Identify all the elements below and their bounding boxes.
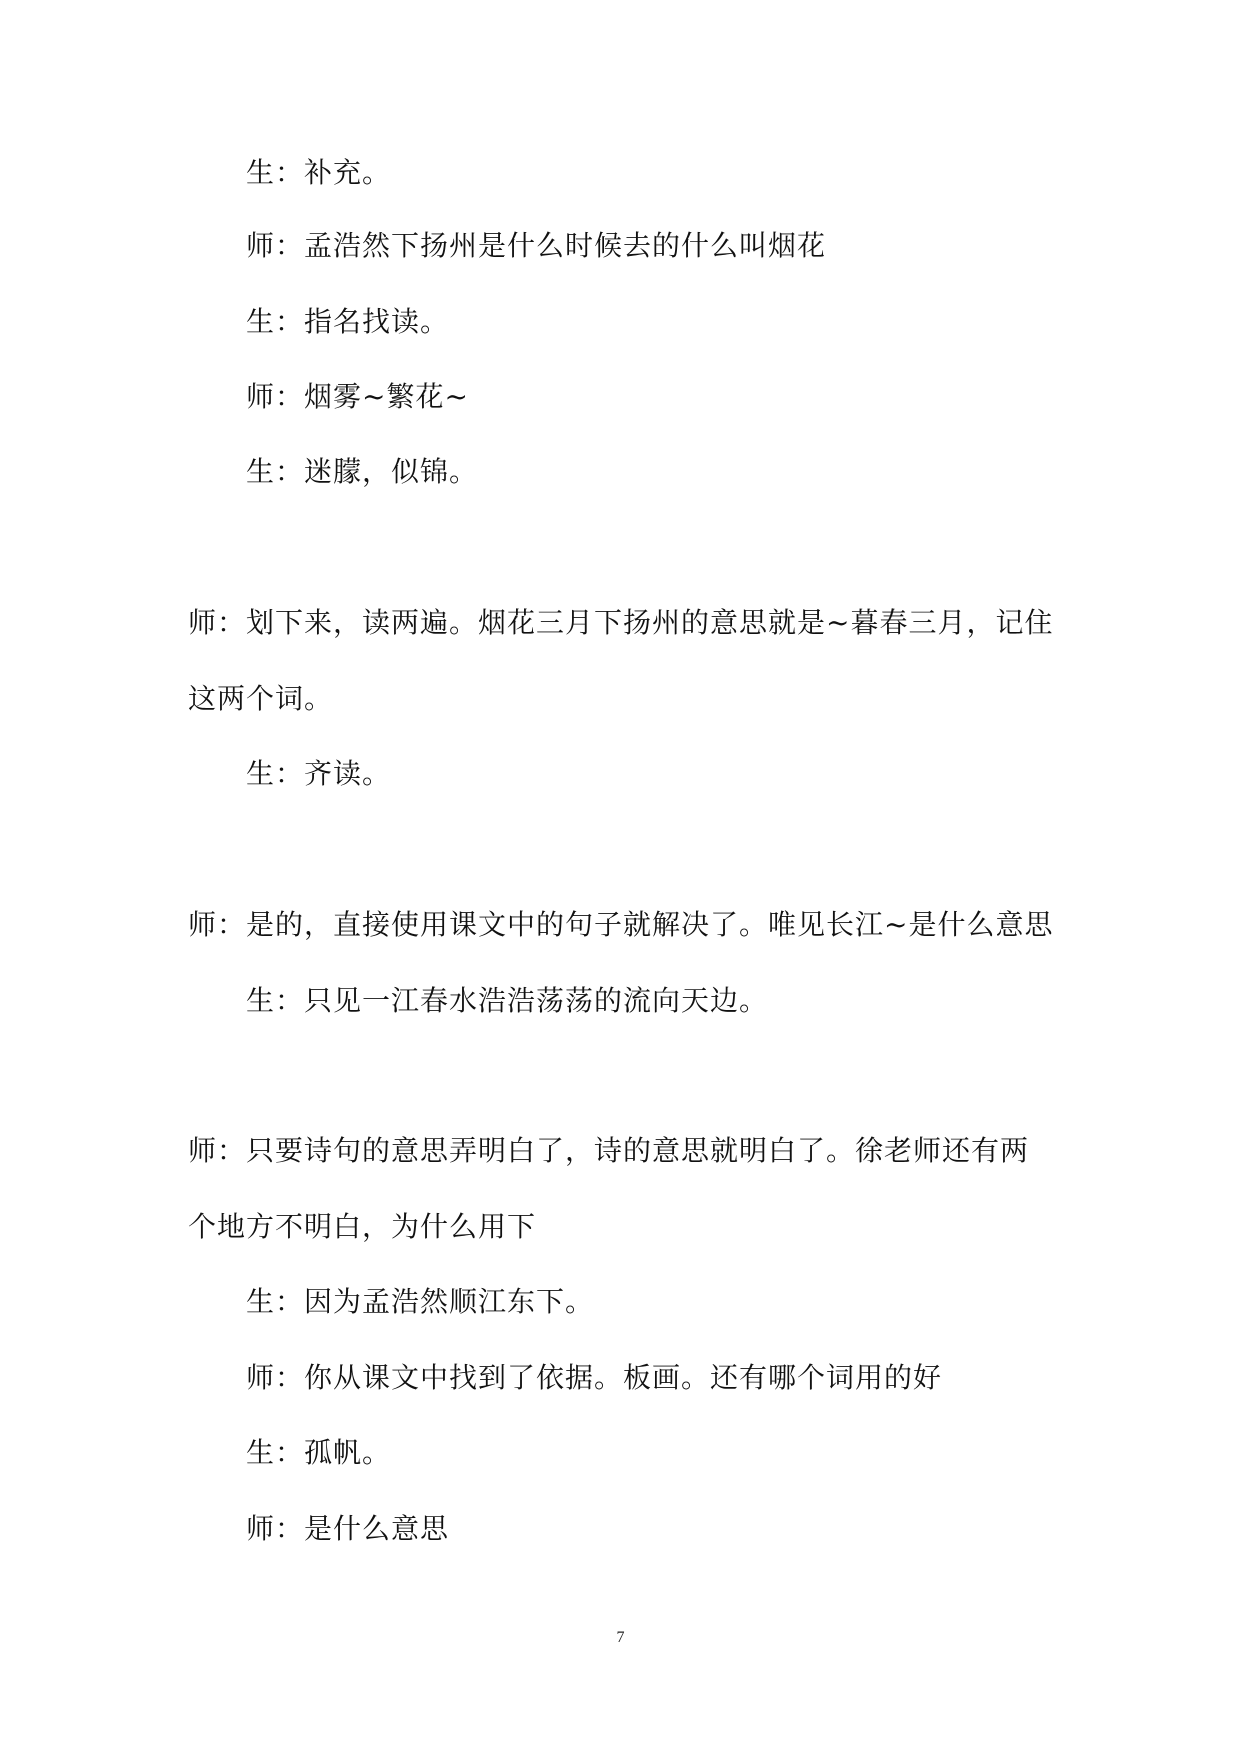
dialogue-line-continuation: 个地方不明白，为什么用下: [188, 1210, 537, 1243]
dialogue-line-continuation: 这两个词。: [188, 682, 334, 715]
dialogue-line: 师：孟浩然下扬州是什么时候去的什么叫烟花: [246, 229, 827, 262]
dialogue-line: 师：你从课文中找到了依据。板画。还有哪个词用的好: [246, 1361, 943, 1394]
dialogue-line: 师：是的，直接使用课文中的句子就解决了。唯见长江~是什么意思: [188, 908, 1054, 941]
dialogue-line: 师：是什么意思: [246, 1512, 450, 1545]
dialogue-line: 生：只见一江春水浩浩荡荡的流向天边。: [246, 984, 769, 1017]
dialogue-line: 生：因为孟浩然顺江东下。: [246, 1285, 595, 1318]
dialogue-line: 生：补充。: [246, 156, 392, 189]
dialogue-line: 师：烟雾~繁花~: [246, 380, 469, 413]
page-number: 7: [616, 1629, 625, 1646]
dialogue-line: 师：只要诗句的意思弄明白了，诗的意思就明白了。徐老师还有两: [188, 1134, 1030, 1167]
dialogue-line: 生：齐读。: [246, 757, 392, 790]
dialogue-line: 生：孤帆。: [246, 1436, 392, 1469]
dialogue-line: 生：迷朦，似锦。: [246, 455, 479, 488]
dialogue-line: 生：指名找读。: [246, 305, 450, 338]
dialogue-line: 师：划下来，读两遍。烟花三月下扬州的意思就是~暮春三月，记住: [188, 606, 1054, 639]
